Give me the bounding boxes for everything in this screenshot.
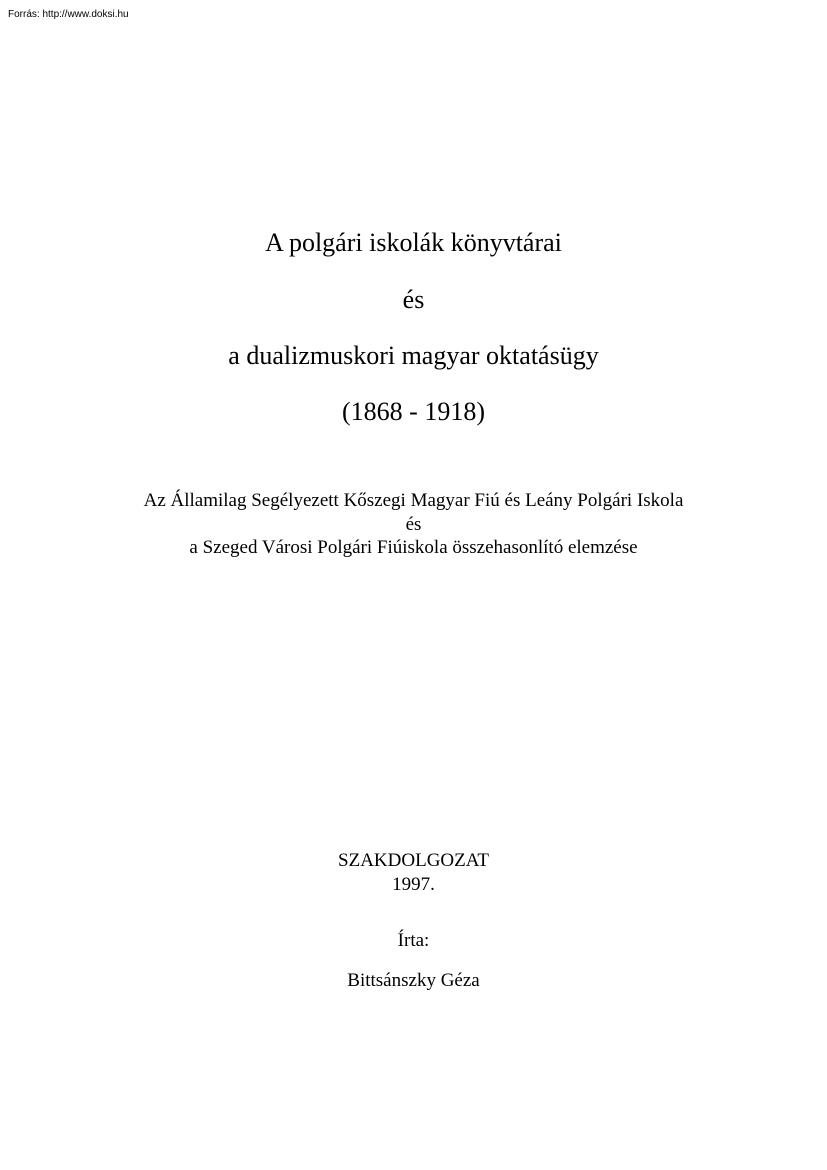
thesis-year: 1997. (392, 874, 435, 895)
subtitle-line-2: és (405, 514, 422, 535)
title-line-3: a dualizmuskori magyar oktatásügy (228, 341, 599, 370)
thesis-type: SZAKDOLGOZAT (338, 850, 489, 871)
title-line-1: A polgári iskolák könyvtárai (265, 228, 562, 257)
subtitle-line-1: Az Államilag Segélyezett Kőszegi Magyar Fiú és Leány Polgári Iskola (143, 490, 684, 511)
author-label: Írta: (397, 930, 430, 951)
title-years: (1868 - 1918) (342, 397, 485, 426)
author-name: Bittsánszky Géza (347, 970, 480, 991)
subtitle-line-3: a Szeged Városi Polgári Fiúiskola összehasonlító elemzése (189, 537, 638, 558)
title-line-2: és (402, 285, 425, 314)
source-note: Forrás: http://www.doksi.hu (8, 9, 129, 20)
